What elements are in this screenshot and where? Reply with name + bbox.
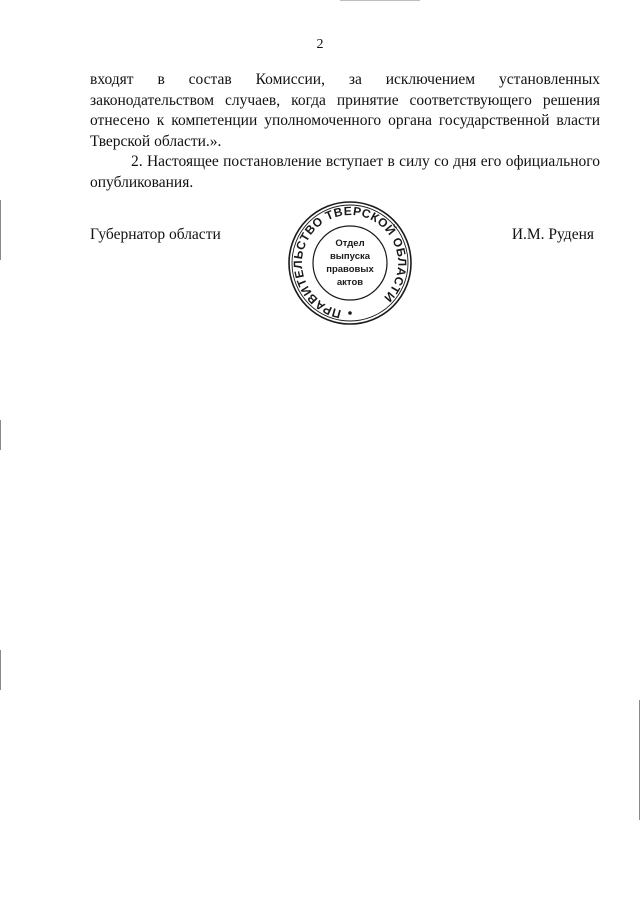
seal-ring-text: ПРАВИТЕЛЬСТВО ТВЕРСКОЙ ОБЛАСТИ <box>290 203 410 322</box>
scan-edge-mark <box>0 650 1 690</box>
seal-dot <box>348 311 352 315</box>
document-body <box>90 70 600 193</box>
paragraph-commission <box>90 70 600 152</box>
scan-edge-mark <box>0 420 1 450</box>
signatory-name: И.М. Руденя <box>511 226 594 243</box>
seal-center-line: Отдел <box>335 238 365 249</box>
word: установленных <box>498 71 600 88</box>
word: за <box>348 71 362 88</box>
signatory-position: Губернатор области <box>90 226 221 243</box>
paragraph-first-line <box>90 70 600 91</box>
word: в <box>157 71 165 88</box>
seal-center-line: выпуска <box>329 251 371 262</box>
scan-edge-mark <box>0 200 1 260</box>
word: состав <box>188 71 232 88</box>
seal-outer-ring <box>289 202 411 324</box>
page-number: 2 <box>316 37 324 52</box>
paragraph-effective-date: 2. Настоящее постановление вступает в силу со дня его официального опубликования. <box>90 153 600 191</box>
word: входят <box>90 71 134 88</box>
seal-center-line: актов <box>336 277 364 288</box>
official-seal-stamp <box>287 200 413 326</box>
scan-edge-mark-top <box>340 0 420 1</box>
paragraph-continuation: законодательством случаев, когда принятие соответствующего решения отнесено к компетенции уполномоченного органа государственной власти Тверской области.». <box>90 91 600 150</box>
seal-center-text <box>326 238 374 288</box>
word: Комиссии, <box>255 71 325 88</box>
seal-center-line: правовых <box>326 264 374 275</box>
word: исключением <box>385 71 476 88</box>
seal-graphic <box>287 200 413 326</box>
